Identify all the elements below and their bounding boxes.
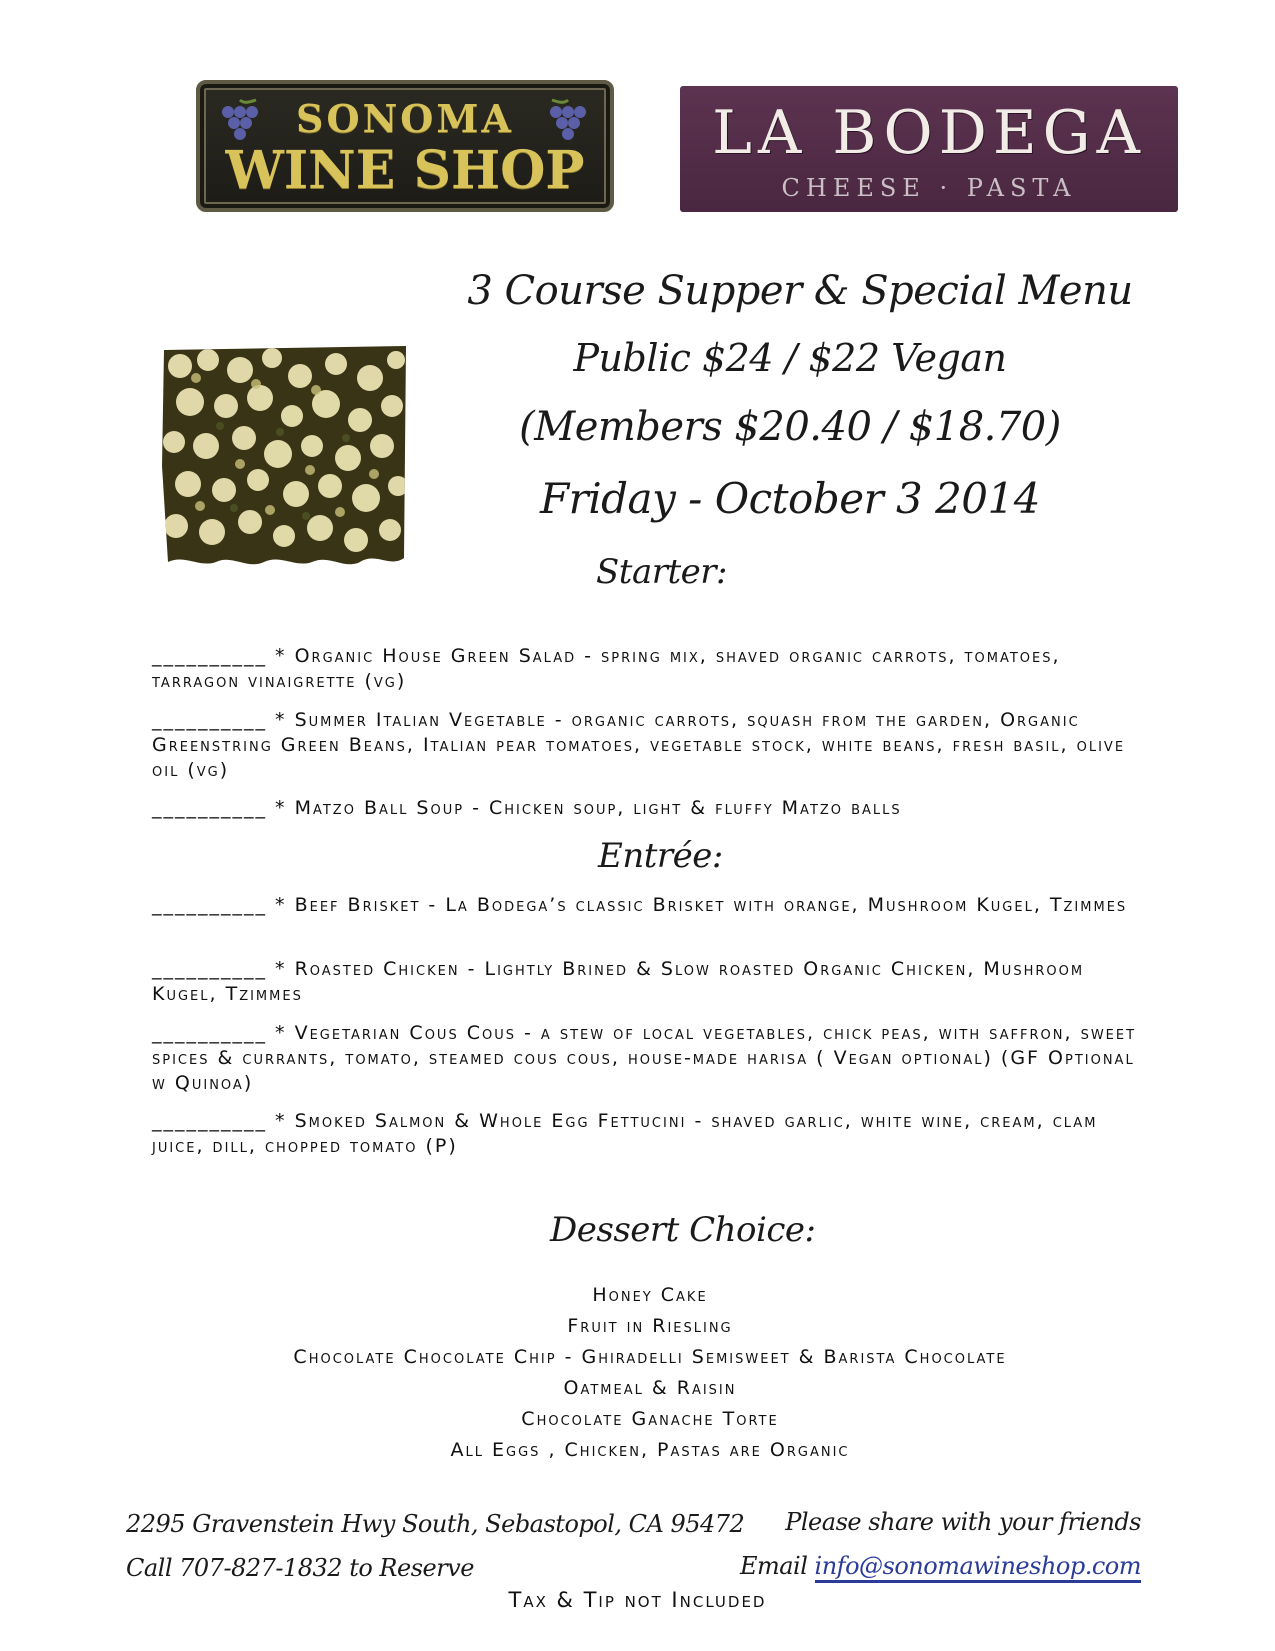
la-bodega-logo — [680, 86, 1178, 212]
logo-line-2: WINE SHOP — [225, 140, 585, 201]
menu-item: __________ * Organic House Green Salad - spring mix, shaved organic carrots, tomatoes, tarragon vinaigrette (vg) — [152, 645, 1061, 692]
email-link[interactable]: info@sonomawineshop.com — [815, 1552, 1141, 1583]
dessert-list — [100, 1280, 1200, 1466]
menu-item: __________ * Beef Brisket - La Bodega’s classic Brisket with orange, Mushroom Kugel, Tzimmes — [152, 894, 1128, 916]
menu-item: __________ * Summer Italian Vegetable - organic carrots, squash from the garden, Organic Greenstring Green Beans, Italian pear tomatoes, vegetable stock, white beans, fresh basil, olive oil (vg) — [152, 709, 1126, 781]
logo-line-1: SONOMA — [296, 96, 514, 141]
public-price: Public $24 / $22 Vegan — [573, 336, 1007, 380]
starter-heading: Starter: — [596, 552, 727, 592]
dessert-item: Chocolate Ganache Torte — [521, 1408, 779, 1430]
shop-address: 2295 Gravenstein Hwy South, Sebastopol, CA 95472 — [126, 1510, 745, 1538]
share-note: Please share with your friends — [785, 1508, 1141, 1536]
email-line — [740, 1552, 1141, 1580]
logo-line-1: LA BODEGA — [712, 98, 1146, 168]
dessert-item: Honey Cake — [592, 1284, 708, 1306]
organic-note: All Eggs , Chicken, Pastas are Organic — [450, 1439, 850, 1461]
menu-title: 3 Course Supper & Special Menu — [467, 268, 1133, 314]
dessert-heading: Dessert Choice: — [550, 1210, 816, 1250]
sonoma-wine-shop-logo — [196, 80, 614, 212]
menu-item: __________ * Roasted Chicken - Lightly Brined & Slow roasted Organic Chicken, Mushroom Kugel, Tzimmes — [152, 958, 1085, 1005]
members-price: (Members $20.40 / $18.70) — [519, 404, 1061, 450]
menu-item: __________ * Vegetarian Cous Cous - a stew of local vegetables, chick peas, with saffron, sweet spices & currants, tomato, steamed cous cous, house-made harisa ( Vegan optional) (GF Optional w Quinoa) — [152, 1022, 1137, 1094]
menu-item: __________ * Smoked Salmon & Whole Egg Fettucini - shaved garlic, white wine, cream, clam juice, dill, chopped tomato (P) — [152, 1110, 1098, 1157]
event-date: Friday - October 3 2014 — [540, 474, 1040, 523]
dessert-item: Oatmeal & Raisin — [563, 1377, 737, 1399]
email-label: Email — [739, 1552, 815, 1580]
menu-item: __________ * Matzo Ball Soup - Chicken soup, light & fluffy Matzo balls — [152, 797, 902, 819]
tax-note: Tax & Tip not Included — [508, 1588, 767, 1612]
dessert-item: Fruit in Riesling — [567, 1315, 733, 1337]
flower-photo — [160, 346, 410, 568]
reserve-phone: Call 707-827-1832 to Reserve — [126, 1554, 474, 1582]
entree-heading: Entrée: — [598, 836, 723, 876]
dessert-item: Chocolate Chocolate Chip - Ghiradelli Semisweet & Barista Chocolate — [293, 1346, 1007, 1368]
logo-line-2: CHEESE · PASTA — [781, 174, 1077, 202]
